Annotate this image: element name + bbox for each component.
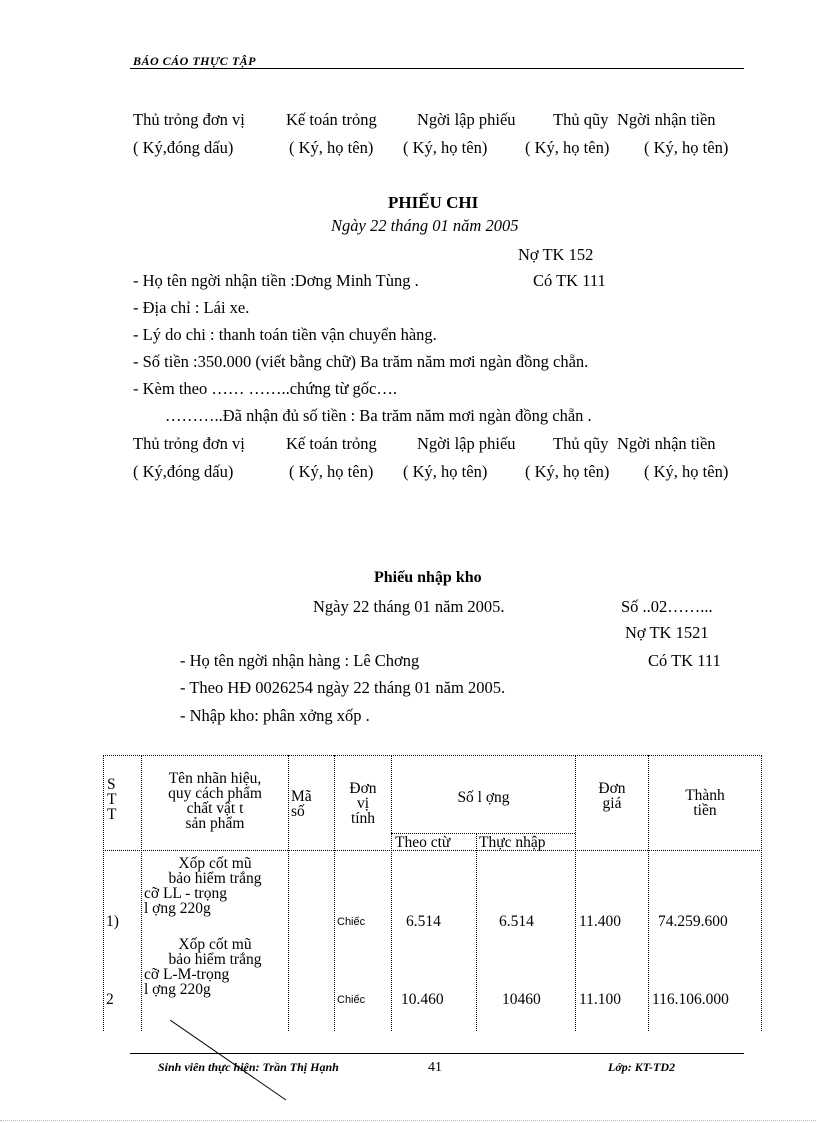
chi-sig-role-head: Thủ trỏng đơn vị — [133, 434, 245, 453]
chi-sig-note-receiver: ( Ký, họ tên) — [644, 462, 729, 481]
sig-note-accountant: ( Ký, họ tên) — [289, 138, 374, 157]
row2-theo-ct: 10.460 — [401, 991, 444, 1008]
sig-role-receiver: Ngời nhận tiền — [617, 110, 716, 129]
table-rule — [476, 833, 477, 1031]
row2-thanh-tien: 116.106.000 — [652, 991, 729, 1008]
table-rule — [761, 755, 762, 1031]
header-ten-san-pham: Tên nhãn hiệu, quy cách phẩm chất vật t sản phẩm — [168, 770, 262, 832]
header-don-vi-tinh: Đơn vị tính — [349, 780, 377, 827]
phieu-chi-date: Ngày 22 tháng 01 năm 2005 — [331, 216, 519, 235]
report-header-title: BÁO CÁO THỰC TẬP — [133, 54, 256, 68]
phieu-nhap-no-tk: Nợ TK 1521 — [625, 623, 709, 642]
chi-sig-role-receiver: Ngời nhận tiền — [617, 434, 716, 453]
sig-note-cashier: ( Ký, họ tên) — [525, 138, 610, 157]
table-rule — [288, 755, 289, 1031]
chi-sig-note-creator: ( Ký, họ tên) — [403, 462, 488, 481]
header-ma-so: Mã số — [291, 788, 312, 820]
table-rule — [103, 755, 104, 1031]
sig-role-accountant: Kế toán trỏng — [286, 110, 377, 129]
phieu-nhap-co-tk: Có TK 111 — [648, 651, 721, 670]
header-thuc-nhap: Thực nhập — [479, 834, 546, 851]
header-theo-chung-tu: Theo ctừ — [395, 834, 451, 851]
row1-don-gia: 11.400 — [579, 913, 622, 930]
row1-dvt: Chiếc — [337, 916, 366, 928]
row2-thuc-nhap: 10460 — [502, 991, 541, 1008]
header-don-gia: Đơn giá — [598, 780, 626, 812]
row1-theo-ct: 6.514 — [406, 913, 441, 930]
phieu-chi-line: - Họ tên ngời nhận tiền :Dơng Minh Tùng . — [133, 271, 419, 290]
footer-class: Lớp: KT-TD2 — [608, 1060, 675, 1074]
chi-sig-role-accountant: Kế toán trỏng — [286, 434, 377, 453]
row2-ten: Xốp cốt mũ bảo hiểm trắng cỡ L-M-trọng l ợng 220g — [144, 936, 262, 998]
phieu-nhap-line: - Nhập kho: phân xởng xốp . — [180, 706, 370, 725]
chi-sig-note-accountant: ( Ký, họ tên) — [289, 462, 374, 481]
receipt-table — [103, 755, 762, 1031]
sig-role-head: Thủ trỏng đơn vị — [133, 110, 245, 129]
row1-stt: 1) — [106, 913, 119, 930]
sig-note-creator: ( Ký, họ tên) — [403, 138, 488, 157]
phieu-nhap-line: - Họ tên ngời nhận hàng : Lê Chơng — [180, 651, 420, 670]
page-bottom-rule — [0, 1120, 816, 1121]
phieu-chi-line: - Địa chỉ : Lái xe. — [133, 298, 250, 317]
header-divider — [130, 68, 744, 69]
phieu-chi-co-tk: Có TK 111 — [533, 271, 606, 290]
phieu-chi-line: - Số tiền :350.000 (viết bằng chữ) Ba trăm năm mơi ngàn đồng chẵn. — [133, 352, 589, 371]
phieu-nhap-line: - Theo HĐ 0026254 ngày 22 tháng 01 năm 2005. — [180, 678, 506, 697]
header-thanh-tien: Thành tiền — [685, 787, 725, 819]
table-rule — [103, 755, 762, 756]
row1-thuc-nhap: 6.514 — [499, 913, 534, 930]
phieu-chi-line: - Kèm theo …… ……..chứng từ gốc…. — [133, 379, 397, 398]
row2-stt: 2 — [106, 991, 114, 1008]
phieu-nhap-date: Ngày 22 tháng 01 năm 2005. — [313, 597, 505, 616]
footer-student: Sinh viên thực hiện: Trần Thị Hạnh — [158, 1060, 339, 1074]
phieu-nhap-title: Phiếu nhập kho — [374, 569, 482, 586]
phieu-nhap-so: Số ..02……... — [621, 597, 713, 616]
footer-page-number: 41 — [428, 1060, 442, 1075]
chi-sig-role-cashier: Thủ qũy — [553, 434, 609, 453]
sig-role-cashier: Thủ qũy — [553, 110, 609, 129]
chi-sig-note-cashier: ( Ký, họ tên) — [525, 462, 610, 481]
row2-don-gia: 11.100 — [579, 991, 622, 1008]
sig-note-head: ( Ký,đóng dấu) — [133, 138, 234, 157]
row2-dvt: Chiếc — [337, 994, 366, 1006]
phieu-chi-no-tk: Nợ TK 152 — [518, 245, 594, 264]
phieu-chi-title: PHIẾU CHI — [388, 193, 479, 212]
chi-sig-note-head: ( Ký,đóng dấu) — [133, 462, 234, 481]
row1-thanh-tien: 74.259.600 — [658, 913, 728, 930]
sig-role-creator: Ngời lập phiếu — [417, 110, 516, 129]
table-rule — [334, 755, 335, 1031]
header-so-luong: Số l ợng — [457, 789, 510, 806]
header-stt: S T T — [107, 776, 117, 823]
phieu-chi-line: - Lý do chi : thanh toán tiền vận chuyển hàng. — [133, 325, 437, 344]
row1-ten: Xốp cốt mũ bảo hiểm trắng cỡ LL - trọng l ợng 220g — [144, 855, 262, 917]
footer-divider — [130, 1053, 744, 1054]
chi-sig-role-creator: Ngời lập phiếu — [417, 434, 516, 453]
phieu-chi-received: ………..Đã nhận đủ số tiền : Ba trăm năm mơi ngàn đồng chẵn . — [165, 406, 592, 425]
sig-note-receiver: ( Ký, họ tên) — [644, 138, 729, 157]
